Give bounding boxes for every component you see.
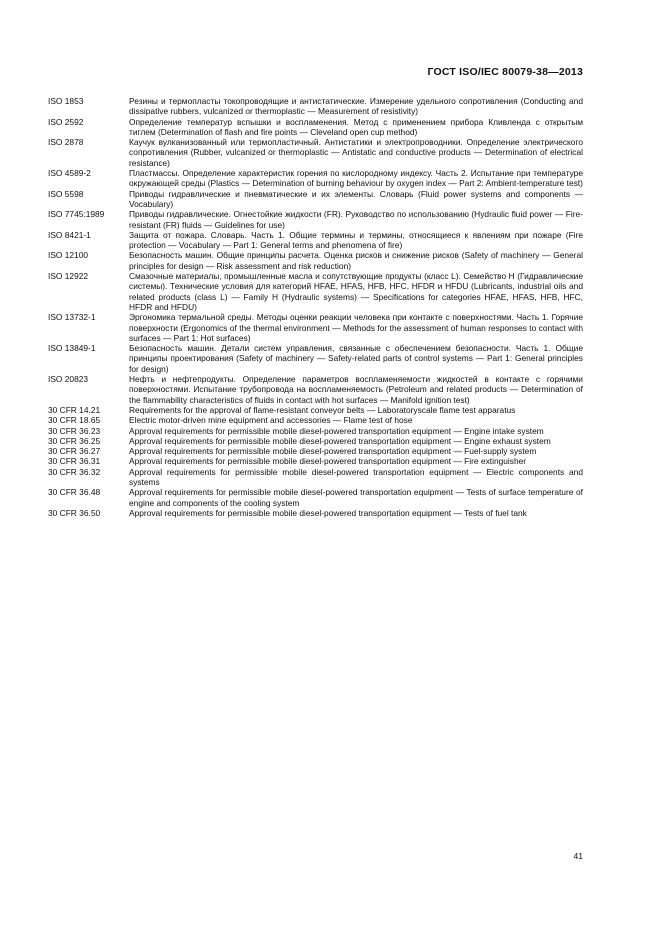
- reference-code: 30 CFR 36.23: [48, 425, 101, 436]
- reference-title: Приводы гидравлические и пневматические и их элементы. Словарь (Fluid power systems and components — Vocabulary): [129, 188, 583, 209]
- reference-title: Защита от пожара. Словарь. Часть 1. Общие термины и термины, относящиеся к явлениям при пожаре (Fire protection — Vocabulary — Part 1: General terms and phenomena of fire): [129, 229, 583, 251]
- reference-row: [48, 426, 583, 436]
- reference-row: [48, 446, 583, 456]
- reference-row: [48, 487, 583, 508]
- reference-code: ISO 1853: [48, 96, 84, 106]
- reference-row: [48, 271, 583, 312]
- reference-code: 30 CFR 36.31: [48, 456, 101, 467]
- reference-code: 30 CFR 18.65: [48, 415, 101, 426]
- reference-row: [48, 312, 583, 343]
- reference-code: 30 CFR 36.32: [48, 466, 101, 477]
- reference-code: 30 CFR 36.48: [48, 487, 101, 498]
- reference-title: Approval requirements for permissible mobile diesel-powered transportation equipment — Fuel-supply system: [129, 446, 537, 457]
- reference-row: [48, 436, 583, 446]
- reference-row: [48, 415, 583, 425]
- reference-row: [48, 209, 583, 230]
- reference-title: Определение температур вспышки и воспламенения. Метод с применением прибора Кливленда с открытым тиглем (Determination of flash and fire points — Cleveland open cup method): [129, 116, 583, 137]
- reference-title: Electric motor-driven mine equipment and accessories — Flame test of hose: [129, 415, 413, 426]
- reference-row: [48, 96, 583, 117]
- reference-title: Requirements for the approval of flame-resistant conveyor belts — Laboratoryscale flame test apparatus: [129, 404, 516, 415]
- reference-row: [48, 137, 583, 168]
- reference-code: ISO 12922: [48, 271, 89, 282]
- reference-code: ISO 13849-1: [48, 343, 96, 354]
- reference-row: [48, 168, 583, 189]
- reference-title: Каучук вулканизованный или термопластичный. Антистатики и электропроводники. Определение электрического сопротивления (Rubber, vulcanized or thermoplastic — Antistatic and conductive products — Determination of electrical resistance): [129, 137, 583, 168]
- reference-title: Approval requirements for permissible mobile diesel-powered transportation equipment — Electric components and systems: [129, 466, 583, 487]
- reference-title: Approval requirements for permissible mobile diesel-powered transportation equipment — Tests of fuel tank: [129, 507, 527, 518]
- reference-row: [48, 117, 583, 138]
- reference-code: ISO 2878: [48, 137, 84, 148]
- reference-title: Пластмассы. Определение характеристик горения по кислородному индексу. Часть 2. Испытание при температуре окружающей среды (Plastics — Determination of burning behaviour by oxygen index — Part 2: Ambient-temperature test): [129, 168, 583, 189]
- reference-code: 30 CFR 36.50: [48, 507, 101, 518]
- reference-row: [48, 456, 583, 466]
- reference-code: 30 CFR 36.27: [48, 446, 101, 457]
- reference-title: Безопасность машин. Общие принципы расчета. Оценка рисков и снижение рисков (Safety of machinery — General principles for design — Risk assessment and risk reduction): [129, 250, 583, 271]
- reference-title: Нефть и нефтепродукты. Определение параметров воспламеняемости жидкостей в контакте с горячими поверхностями. Испытание трубопровода на воспламеняемость (Petroleum and related products — Determination of the flammability characteristics of fluids in contact with hot surfaces — Manifold ignition test): [129, 374, 583, 405]
- reference-code: ISO 4589-2: [48, 168, 91, 179]
- reference-code: ISO 13732-1: [48, 312, 96, 323]
- reference-title: Эргономика термальной среды. Методы оценки реакции человека при контакте с поверхностями. Часть 1. Горячие поверхности (Ergonomics of the thermal environment — Methods for the assessment of human responses to contact with surfaces — Part 1: Hot surfaces): [129, 312, 583, 343]
- reference-row: [48, 508, 583, 518]
- normative-references-list: [48, 96, 583, 518]
- reference-row: [48, 189, 583, 210]
- reference-row: [48, 343, 583, 374]
- reference-title: Смазочные материалы, промышленные масла и сопутствующие продукты (класс L). Семейство H (Гидравлические системы). Технические условия для категорий HFAE, HFAS, HFB, HFC, HFDR и HFDU (Lubricants, industrial oils and related products (class L) — Family H (Hydraulic systems) — Specifications for categories HFAE, HFAS, HFB, HFC, HFDR and HFDU): [129, 271, 583, 312]
- reference-title: Приводы гидравлические. Огнестойкие жидкости (FR). Руководство по использованию (Hydraulic fluid power — Fire-resistant (FR) fluids — Guidelines for use): [129, 209, 583, 230]
- reference-row: [48, 467, 583, 488]
- reference-code: ISO 7745:1989: [48, 209, 105, 220]
- reference-code: 30 CFR 36.25: [48, 435, 101, 446]
- reference-title: Approval requirements for permissible mobile diesel-powered transportation equipment — Engine intake system: [129, 425, 544, 436]
- reference-row: [48, 250, 583, 271]
- reference-title: Резины и термопласты токопроводящие и антистатические. Измерение удельного сопротивления (Conducting and dissipative rubbers, vulcanized or thermoplastic — Measurement of resistivity): [129, 96, 583, 117]
- reference-title: Approval requirements for permissible mobile diesel-powered transportation equipment — Fire extinguisher: [129, 456, 527, 467]
- page-number: 41: [573, 851, 583, 861]
- reference-row: [48, 230, 583, 251]
- page-header-standard-id: ГОСТ ISO/IEC 80079-38—2013: [427, 66, 583, 78]
- reference-code: 30 CFR 14.21: [48, 404, 101, 415]
- reference-row: [48, 374, 583, 405]
- reference-code: ISO 20823: [48, 374, 89, 385]
- reference-title: Безопасность машин. Детали систем управления, связанные с обеспечением безопасности. Часть 1. Общие принципы проектирования (Safety of machinery — Safety-related parts of control systems — Part 1: General principles for design): [129, 343, 583, 374]
- reference-title: Approval requirements for permissible mobile diesel-powered transportation equipment — Engine exhaust system: [129, 435, 551, 446]
- reference-code: ISO 8421-1: [48, 229, 91, 240]
- reference-code: ISO 2592: [48, 116, 84, 127]
- reference-code: ISO 12100: [48, 250, 89, 261]
- reference-title: Approval requirements for permissible mobile diesel-powered transportation equipment — Tests of surface temperature of engine and components of the cooling system: [129, 487, 583, 508]
- reference-row: [48, 405, 583, 415]
- reference-code: ISO 5598: [48, 188, 84, 199]
